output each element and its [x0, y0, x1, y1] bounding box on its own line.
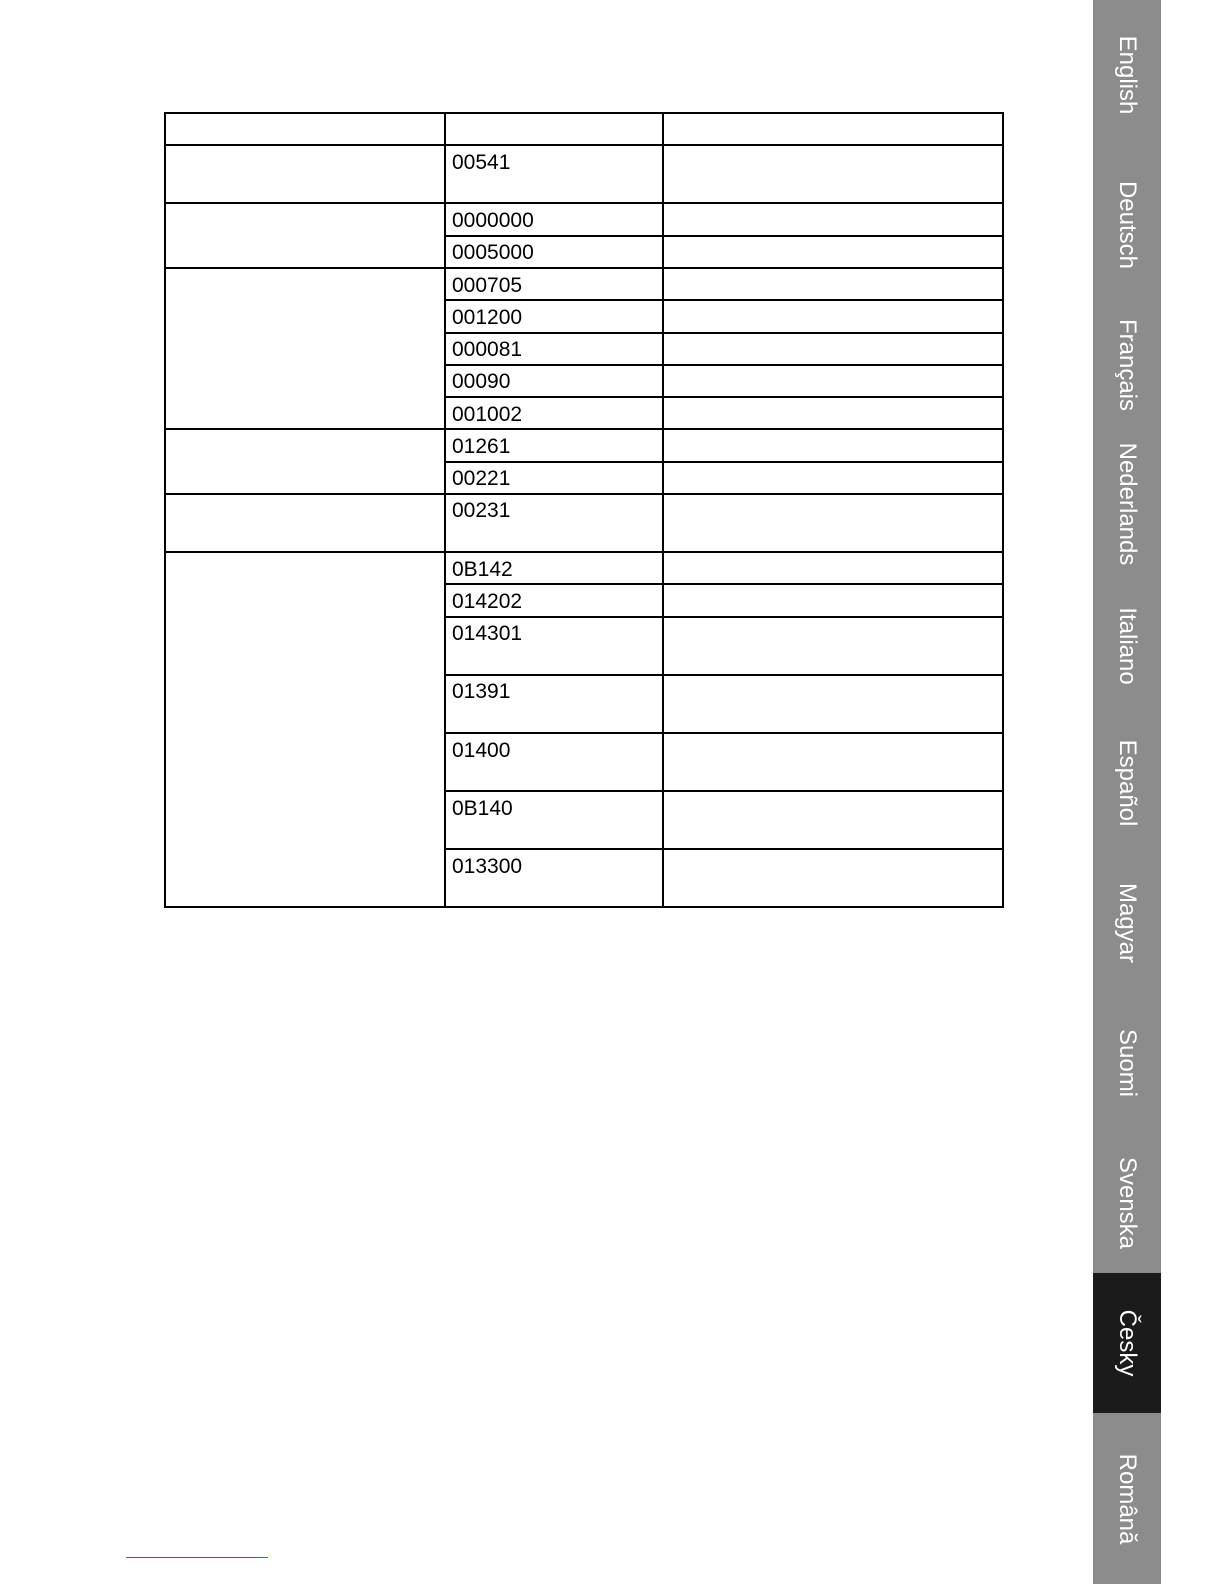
- code-cell: 01261: [452, 435, 511, 458]
- tab-label: Magyar: [1114, 882, 1141, 964]
- code-cell: 0000000: [452, 209, 534, 232]
- tab-label: Česky: [1114, 1309, 1141, 1377]
- code-cell: 001002: [452, 403, 523, 426]
- tab-label: Nederlands: [1114, 442, 1141, 566]
- code-table: [164, 112, 1004, 908]
- code-cell: 000705: [452, 274, 523, 297]
- tab-romana[interactable]: [1093, 1413, 1161, 1584]
- tab-suomi[interactable]: [1093, 993, 1161, 1133]
- code-cell: 014202: [452, 590, 523, 613]
- tab-label: Svenska: [1114, 1156, 1141, 1250]
- tab-magyar[interactable]: [1093, 853, 1161, 993]
- tab-label: Suomi: [1114, 1028, 1141, 1098]
- language-tab-strip: [1093, 0, 1161, 1584]
- row-divider: [444, 790, 1002, 792]
- code-cell: 000081: [452, 338, 523, 361]
- footer-rule: [126, 1557, 268, 1558]
- group-divider: [166, 428, 1002, 430]
- code-cell: 0005000: [452, 241, 534, 264]
- code-cell: 01391: [452, 680, 511, 703]
- code-cell: 014301: [452, 622, 523, 645]
- group-divider: [166, 202, 1002, 204]
- code-cell: 013300: [452, 855, 523, 878]
- code-cell: 00221: [452, 467, 511, 490]
- tab-espanol[interactable]: [1093, 713, 1161, 853]
- code-cell: 001200: [452, 306, 523, 329]
- row-divider: [444, 732, 1002, 734]
- row-divider: [444, 396, 1002, 398]
- code-cell: 00541: [452, 151, 511, 174]
- group-divider: [166, 267, 1002, 269]
- row-divider: [444, 364, 1002, 366]
- group-divider: [166, 493, 1002, 495]
- code-cell: 0B142: [452, 558, 513, 581]
- row-divider: [444, 848, 1002, 850]
- tab-label: English: [1114, 35, 1141, 115]
- tab-svenska[interactable]: [1093, 1133, 1161, 1273]
- header-row-divider: [166, 144, 1002, 146]
- tab-label: Español: [1114, 739, 1141, 827]
- tab-label: Italiano: [1114, 606, 1141, 685]
- group-divider: [166, 551, 1002, 553]
- tab-label: Română: [1114, 1453, 1141, 1544]
- tab-francais[interactable]: [1093, 300, 1161, 430]
- column-divider-2: [662, 114, 664, 906]
- column-divider-1: [444, 114, 446, 906]
- tab-label: Français: [1114, 318, 1141, 412]
- tab-label: Deutsch: [1114, 180, 1141, 270]
- code-cell: 00090: [452, 370, 511, 393]
- row-divider: [444, 583, 1002, 585]
- code-cell: 00231: [452, 499, 511, 522]
- tab-english[interactable]: [1093, 0, 1161, 150]
- tab-italiano[interactable]: [1093, 578, 1161, 713]
- row-divider: [444, 674, 1002, 676]
- tab-deutsch[interactable]: [1093, 150, 1161, 300]
- tab-nederlands[interactable]: [1093, 430, 1161, 578]
- tab-cesky[interactable]: [1093, 1273, 1161, 1413]
- row-divider: [444, 461, 1002, 463]
- row-divider: [444, 616, 1002, 618]
- row-divider: [444, 332, 1002, 334]
- code-cell: 01400: [452, 739, 511, 762]
- row-divider: [444, 235, 1002, 237]
- code-cell: 0B140: [452, 797, 513, 820]
- row-divider: [444, 299, 1002, 301]
